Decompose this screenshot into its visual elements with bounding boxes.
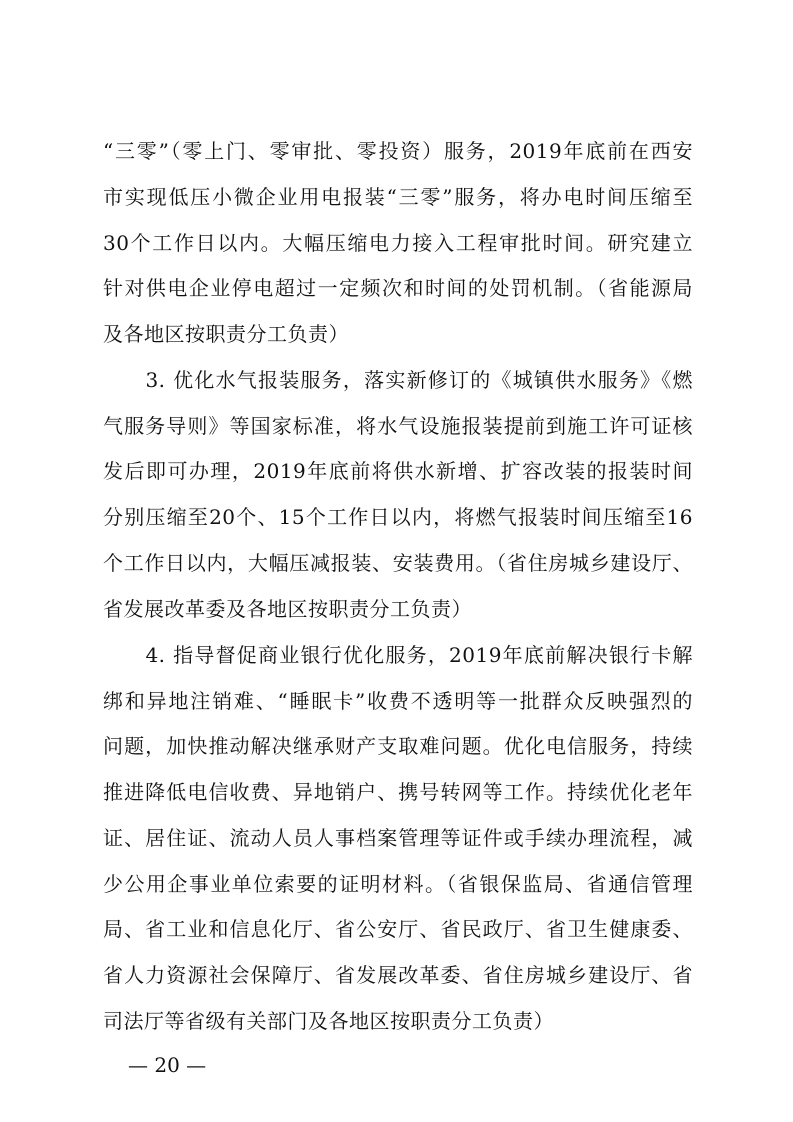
- text-line-2: 市实现低压小微企业用电报装“三零”服务，将办电时间压缩至: [103, 185, 693, 209]
- text-line-15: 推进降低电信收费、异地销户、携号转网等工作。持续优化老年: [103, 780, 693, 804]
- text-line-19: 省人力资源社会保障厅、省发展改革委、省住房城乡建设厅、省: [103, 963, 693, 987]
- text-line-11: 省发展改革委及各地区按职责分工负责）: [103, 597, 472, 621]
- text-line-17: 少公用企事业单位索要的证明材料。（省银保监局、省通信管理: [103, 872, 693, 896]
- text-line-14: 问题，加快推动解决继承财产支取难问题。优化电信服务，持续: [103, 734, 693, 758]
- text-line-18: 局、省工业和信息化厅、省公安厅、省民政厅、省卫生健康委、: [103, 917, 693, 941]
- text-line-12: 4. 指导督促商业银行优化服务，2019年底前解决银行卡解: [103, 643, 693, 667]
- text-line-13: 绑和异地注销难、“睡眠卡”收费不透明等一批群众反映强烈的: [103, 689, 693, 713]
- text-line-16: 证、居住证、流动人员人事档案管理等证件或手续办理流程，减: [103, 826, 693, 850]
- text-line-7: 气服务导则》等国家标准，将水气设施报装提前到施工许可证核: [103, 414, 693, 438]
- text-line-3: 30个工作日以内。大幅压缩电力接入工程审批时间。研究建立: [103, 231, 693, 255]
- text-line-20: 司法厅等省级有关部门及各地区按职责分工负责）: [103, 1009, 554, 1033]
- text-line-6: 3. 优化水气报装服务，落实新修订的《城镇供水服务》《燃: [103, 368, 693, 392]
- text-line-10: 个工作日以内，大幅压减报装、安装费用。（省住房城乡建设厅、: [103, 551, 693, 575]
- text-line-9: 分别压缩至20个、15个工作日以内，将燃气报装时间压缩至16: [103, 505, 693, 529]
- page-number: — 20 —: [128, 1053, 207, 1077]
- text-line-4: 针对供电企业停电超过一定频次和时间的处罚机制。（省能源局: [103, 276, 693, 300]
- text-line-1: “三零”（零上门、零审批、零投资）服务，2019年底前在西安: [103, 139, 693, 163]
- text-line-5: 及各地区按职责分工负责）: [103, 322, 349, 346]
- text-line-8: 发后即可办理，2019年底前将供水新增、扩容改装的报装时间: [103, 459, 693, 483]
